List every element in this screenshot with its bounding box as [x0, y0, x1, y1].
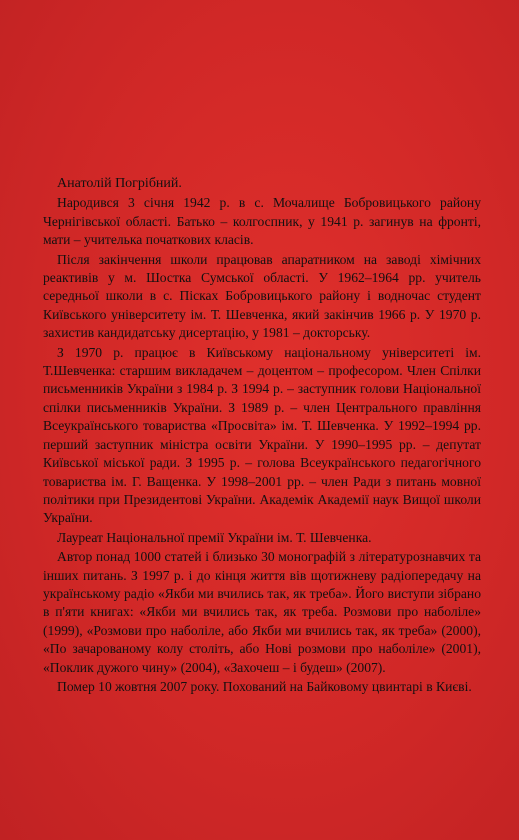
bio-paragraph-education: Після закінчення школи працював апаратником на заводі хімічних реактивів у м. Шостка Сумської області. У 1962–1964 рр. учитель середньої школи в с. Пісках Бобровицького району і водночас студент Київського університету ім. Т. Шевченка, який закінчив 1966 р. У 1970 р. захистив кандидатську дисертацію, у 1981 – докторську.	[43, 251, 481, 341]
bio-paragraph-award: Лауреат Національної премії України ім. Т. Шевченка.	[57, 529, 372, 545]
bio-paragraph-death: Помер 10 жовтня 2007 року. Похований на Байковому цвинтарі в Києві.	[57, 678, 472, 694]
bio-paragraph-career: З 1970 р. працює в Київському національному університеті ім. Т.Шевченка: старшим викладачем – доцентом – професором. Член Спілки письменників України з 1984 р. З 1994 р. – заступник голови Національної спілки письменників України. З 1989 р. – член Центрального правління Всеукраїнського товариства «Просвіта» ім. Т. Шевченка. У 1992–1994 рр. перший заступник міністра освіти України. У 1990–1995 рр. – депутат Київської міської ради. З 1995 р. – голова Всеукраїнського педагогічного товариства ім. Г. Ващенка. У 1998–2001 рр. – член Ради з питань мовної політики при Президентові України. Академік Академії наук Вищої школи України.	[43, 344, 481, 526]
bio-paragraph-birth: Народився 3 січня 1942 р. в с. Мочалище Бобровицького району Чернігівської області. Батько – колгоспник, у 1941 р. загинув на фронті, мати – учителька початкових класів.	[43, 195, 481, 248]
bio-paragraph-works: Автор понад 1000 статей і близько 30 монографій з літературознавчих та інших питань. З 1997 р. і до кінця життя вів щотижневу радіопередачу на українському радіо «Якби ми вчились так, як треба». Його виступи зібрано в п'яти книгах: «Якби ми вчились так, як треба. Розмови про наболіле» (1999), «Розмови про наболіле, або Якби ми вчились так, як треба» (2000), «По зачарованому колу століть, або Нові розмови про наболіле» (2001), «Поклик дужого чину» (2004), «Захочеш – і будеш» (2007).	[43, 549, 481, 675]
author-name: Анатолій Погрібний.	[57, 176, 182, 191]
author-biography	[43, 175, 481, 697]
